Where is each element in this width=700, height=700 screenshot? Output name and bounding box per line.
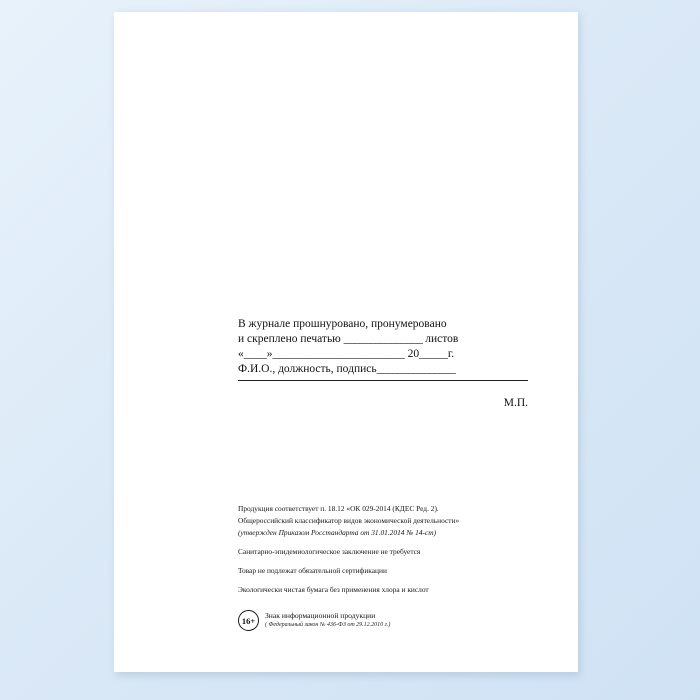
signature-rule [238, 379, 528, 381]
mp-seal-label: М.П. [503, 397, 528, 409]
lacing-stamp-block [238, 317, 538, 409]
age-rating-icon: 16+ [238, 610, 259, 631]
legal-line-1: Продукция соответствует п. 18.12 «ОК 029-2014 (КДЕС Ред. 2). [238, 504, 439, 513]
legal-line-5: Товар не подлежат обязательной сертификации [238, 566, 387, 575]
stamp-line-4-prefix: Ф.И.О., должность, подпись [238, 363, 377, 375]
stamp-line-2-suffix: листов [422, 333, 459, 345]
document-page [114, 12, 578, 672]
age-rating-text [265, 609, 390, 630]
age-rating-row [238, 609, 390, 631]
stamp-line-2-blank: _______________ [343, 333, 423, 345]
age-rating-title: Знак информационной продукции [265, 611, 376, 620]
stamp-line-2 [238, 332, 538, 347]
stamp-line-4-blank: _______________ [376, 363, 456, 375]
legal-line-2: Общероссийский классификатор видов экономической деятельности» [238, 516, 460, 525]
stamp-line-2-prefix: и скреплено печатью [238, 333, 344, 345]
legal-line-4: Санитарно-эпидемиологическое заключение не требуется [238, 547, 421, 556]
stamp-line-4-signature [238, 362, 538, 377]
age-rating-subtitle: ( Федеральный закон № 436-ФЗ от 29.12.2010 г.) [265, 622, 391, 628]
legal-notices [238, 504, 548, 604]
legal-line-3: (утвержден Приказом Росстандарта от 31.01.2014 № 14-ст) [238, 528, 437, 537]
legal-line-6: Экологически чистая бумага без применения хлора и кислот [238, 585, 429, 594]
stamp-line-1: В журнале прошнуровано, пронумеровано [238, 318, 447, 330]
stamp-line-3-date: «____»_______________________ 20_____г. [238, 348, 455, 360]
